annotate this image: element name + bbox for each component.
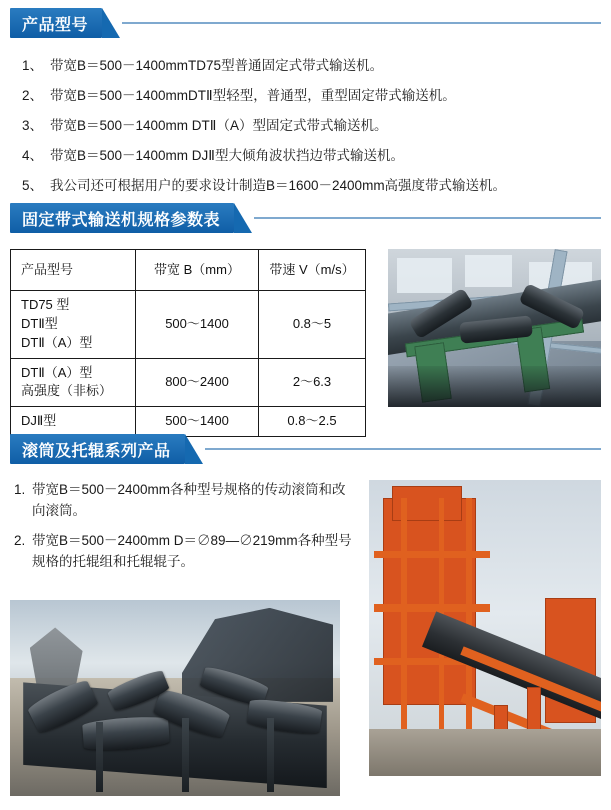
column-header-speed: 带速 V（m/s） [259, 250, 366, 291]
cell-model [11, 407, 136, 437]
section-product-models [10, 8, 601, 206]
list-item-label: 带宽B＝500－1400mm DTⅡ（A）型固定式带式输送机。 [50, 117, 388, 133]
table-header-row [11, 250, 366, 291]
cell-speed: 2～6.3 [259, 358, 366, 407]
conveyor-roller-photo [388, 249, 601, 407]
banner-tail-icon [185, 434, 203, 464]
list-item-label: 带宽B＝500－1400mmDTⅡ型轻型，普通型，重型固定带式输送机。 [50, 87, 456, 103]
cell-model [11, 291, 136, 359]
banner-bar [10, 434, 185, 464]
list-item [22, 116, 601, 137]
list-item [22, 176, 601, 197]
cell-model-line: DTⅡ（A）型 [21, 364, 93, 380]
cell-model-line: DJⅡ型 [21, 413, 57, 429]
cell-width: 500～1400 [136, 291, 259, 359]
list-item-number: 1. [14, 482, 26, 497]
cell-speed: 0.8～2.5 [259, 407, 366, 437]
section-header-drums-rollers [10, 434, 601, 464]
cell-model-line: DTⅡ（A）型 [21, 334, 93, 350]
list-item-label: 带宽B＝500－2400mm D＝∅89—∅219mm各种型号规格的托辊组和托辊辊子。 [32, 532, 352, 569]
list-item-label: 带宽B＝500－2400mm各种型号规格的传动滚筒和改向滚筒。 [32, 482, 346, 518]
section-header-spec-table [10, 203, 601, 233]
list-item [22, 56, 601, 77]
table-row [11, 358, 366, 407]
cell-model-line: 高强度（非标） [21, 383, 113, 399]
orange-conveyor-structure-photo [369, 480, 601, 776]
list-item-label: 我公司还可根据用户的要求设计制造B＝1600－2400mm高强度带式输送机。 [50, 177, 507, 193]
table-row [11, 291, 366, 359]
banner-rule [205, 448, 601, 450]
list-item-number: 5、 [22, 177, 44, 193]
column-header-width: 带宽 B（mm） [136, 250, 259, 291]
list-item [14, 531, 359, 573]
cell-model-line: TD75 型 [21, 297, 70, 312]
section-title: 产品型号 [22, 16, 89, 34]
spec-parameter-table [10, 249, 366, 437]
list-item-number: 2、 [22, 87, 44, 103]
drums-rollers-list [10, 480, 359, 573]
list-item-number: 3、 [22, 117, 44, 133]
product-model-list [10, 56, 601, 197]
banner-tail-icon [234, 203, 252, 233]
cell-model [11, 358, 136, 407]
cell-model-line: DTⅡ型 [21, 315, 58, 331]
roller-set-photo [10, 600, 340, 796]
list-item [22, 86, 601, 107]
cell-width: 500～1400 [136, 407, 259, 437]
column-header-model: 产品型号 [11, 250, 136, 291]
list-item-number: 1、 [22, 58, 44, 73]
list-item-number: 2. [14, 532, 26, 548]
cell-width: 800～2400 [136, 358, 259, 407]
section-header-product-models [10, 8, 601, 38]
section-title: 滚筒及托辊系列产品 [22, 442, 171, 460]
cell-speed: 0.8～5 [259, 291, 366, 359]
table-row [11, 407, 366, 437]
list-item [14, 480, 359, 522]
list-item [22, 146, 601, 167]
banner-bar [10, 8, 102, 38]
section-spec-table [10, 203, 601, 437]
banner-rule [122, 22, 601, 24]
list-item-label: 带宽B＝500－1400mm DJⅡ型大倾角波状挡边带式输送机。 [50, 147, 404, 163]
banner-rule [254, 217, 601, 219]
list-item-number: 4、 [22, 147, 44, 163]
list-item-label: 带宽B＝500－1400mmTD75型普通固定式带式输送机。 [50, 58, 384, 73]
section-title: 固定带式输送机规格参数表 [22, 211, 221, 229]
banner-tail-icon [102, 8, 120, 38]
banner-bar [10, 203, 234, 233]
